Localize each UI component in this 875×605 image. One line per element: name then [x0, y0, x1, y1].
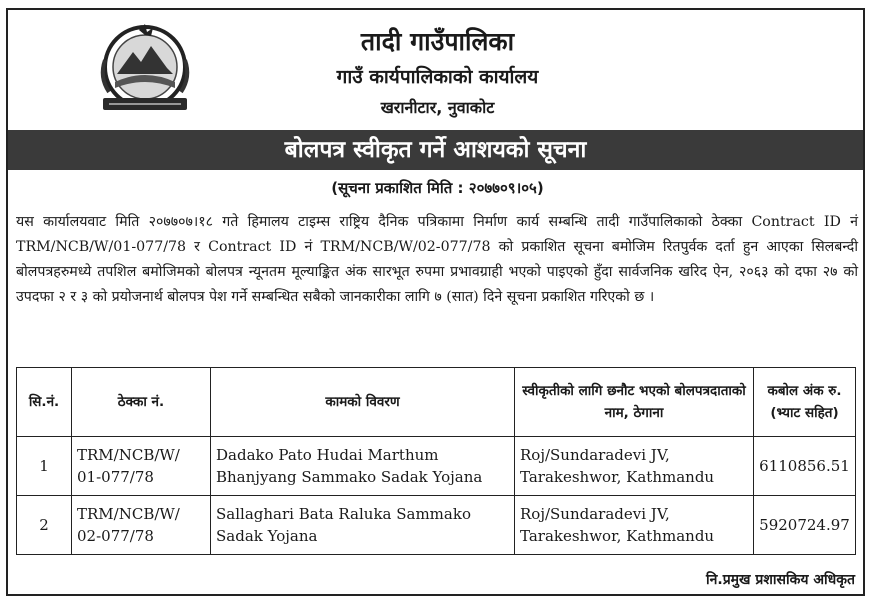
- table-row: [17, 496, 856, 555]
- cell-bidder: Roj/Sundaradevi JV, Tarakeshwor, Kathmandu: [515, 496, 754, 555]
- col-header-sn: सि.नं.: [17, 368, 72, 437]
- cell-contract: TRM/NCB/W/ 01-077/78: [72, 437, 211, 496]
- office-name: गाउँ कार्यपालिकाको कार्यालय: [336, 66, 539, 88]
- municipality-name: तादी गाउँपालिका: [360, 27, 515, 56]
- cell-description: Sallaghari Bata Raluka Sammako Sadak Yojana: [211, 496, 515, 555]
- cell-bidder: Roj/Sundaradevi JV, Tarakeshwor, Kathmandu: [515, 437, 754, 496]
- col-header-amount: कबोल अंक रु. (भ्याट सहित): [754, 368, 856, 437]
- cell-sn: 1: [17, 437, 72, 496]
- table-header-row: [17, 368, 856, 437]
- notice-body: यस कार्यालयवाट मिति २०७७०७।१८ गते हिमालय टाइम्स राष्ट्रिय दैनिक पत्रिकामा निर्माण कार्य सम्बन्धि तादी गाउँपालिकाको ठेक्का Contract ID नं TRM/NCB/W/01-077/78 र Contract ID नं TRM/NCB/W/02-077/78 को प्रकाशित सूचना बमोजिम रितपुर्वक दर्ता हुन आएका सिलबन्दी बोलपत्रहरुमध्ये तपशिल बमोजिमको बोलपत्र न्यूनतम मूल्याङ्कित अंक सारभूत रुपमा प्रभावग्राही भएको पाइएको हुँदा सार्वजनिक खरिद ऐन, २०६३ को दफा २७ को उपदफा २ र ३ को प्रयोजनार्थ बोलपत्र पेश गर्ने सम्बन्धित सबैको जानकारीका लागि ७ (सात) दिने सूचना प्रकाशित गरिएको छ ।: [16, 214, 858, 305]
- cell-sn: 2: [17, 496, 72, 555]
- cell-contract: TRM/NCB/W/ 02-077/78: [72, 496, 211, 555]
- signatory-title: नि.प्रमुख प्रशासकिय अधिकृत: [706, 572, 855, 588]
- government-emblem-icon: [95, 22, 195, 117]
- cell-description: Dadako Pato Hudai Marthum Bhanjyang Sammako Sadak Yojana: [211, 437, 515, 496]
- cell-amount: 6110856.51: [754, 437, 856, 496]
- published-date: (सूचना प्रकाशित मिति : २०७७०९।०५): [331, 179, 544, 197]
- notice-title-banner: बोलपत्र स्वीकृत गर्ने आशयको सूचना: [8, 130, 863, 170]
- cell-amount: 5920724.97: [754, 496, 856, 555]
- col-header-bidder: स्वीकृतीको लागि छनौट भएको बोलपत्रदाताको नाम, ठेगाना: [515, 368, 754, 437]
- office-address: खरानीटार, नुवाकोट: [380, 98, 495, 117]
- contract-award-table: [16, 367, 856, 555]
- table-row: [17, 437, 856, 496]
- col-header-contract: ठेक्का नं.: [72, 368, 211, 437]
- col-header-description: कामको विवरण: [211, 368, 515, 437]
